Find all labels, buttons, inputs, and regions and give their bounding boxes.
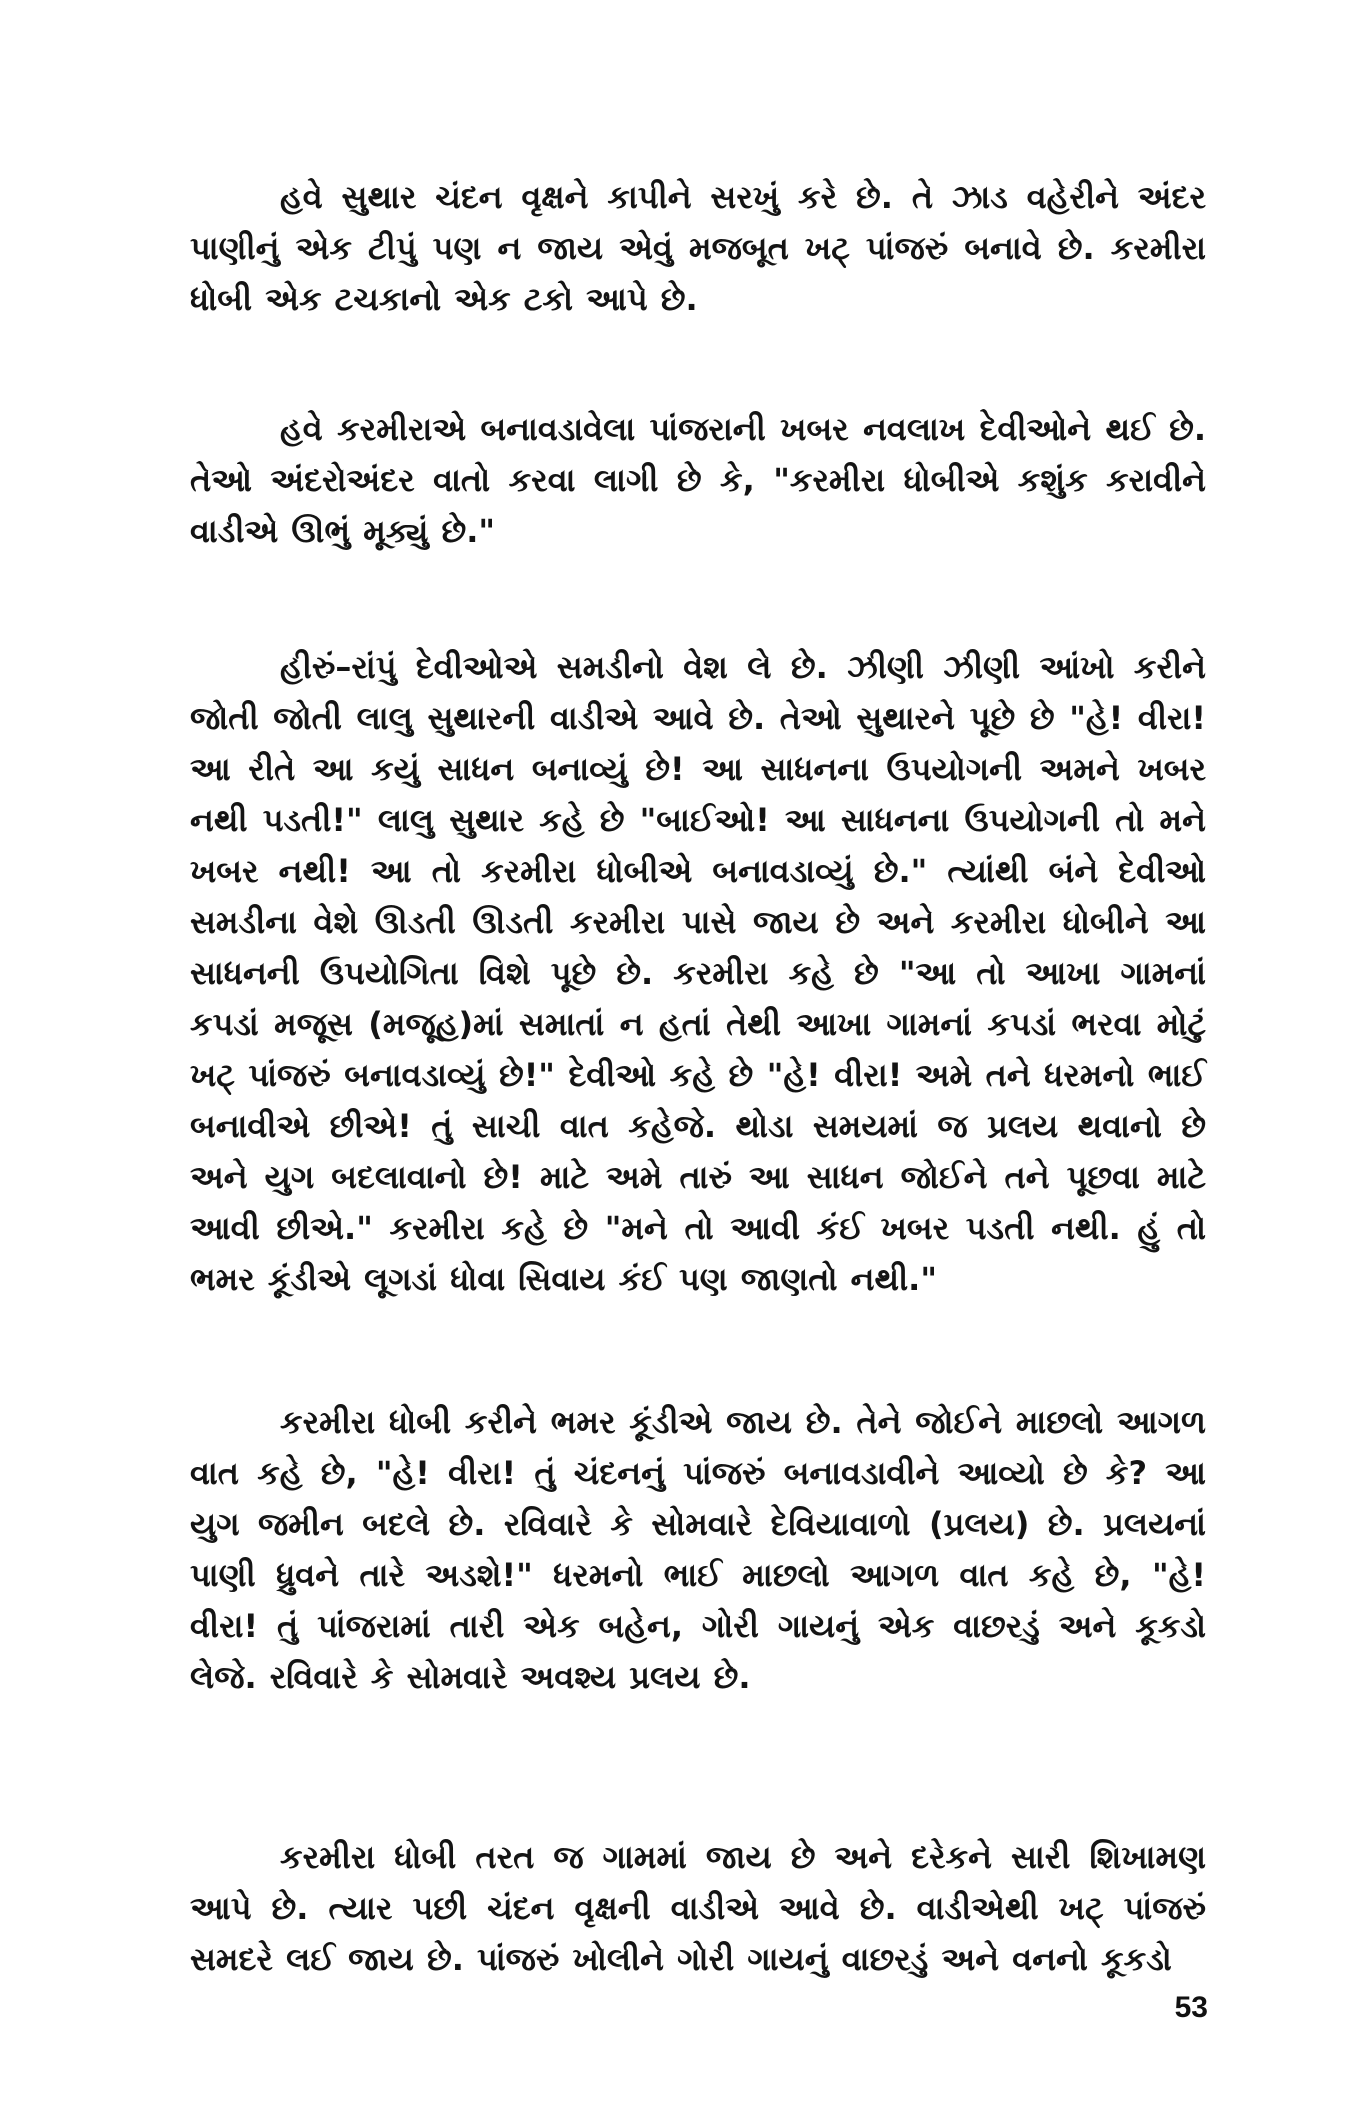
paragraph-3: હીરું–રાંપું દેવીઓએ સમડીનો વેશ લે છે. ઝીણી ઝીણી આંખો કરીને જોતી જોતી લાલુ સુથારની વાડીએ આવે છે. તેઓ સુથારને પૂછે છે "હે! વીરા! આ રીતે આ કયું સાધન બનાવ્યું છે! આ સાધનના ઉપયોગની અમને ખબર નથી પડતી!" લાલુ સુથાર કહે છે "બાઈઓ! આ સાધનના ઉપયોગની તો મને ખબર નથી! આ તો કરમીરા ધોબીએ બનાવડાવ્યું છે." ત્યાંથી બંને દેવીઓ સમડીના વેશે ઊડતી ઊડતી કરમીરા પાસે જાય છે અને કરમીરા ધોબીને આ સાધનની ઉપયોગિતા વિશે પૂછે છે. કરમીરા કહે છે "આ તો આખા ગામનાં કપડાં મજૂસ (મજૂહ)માં સમાતાં ન હતાં તેથી આખા ગામનાં કપડાં ભરવા મોટું ખટ્ પાંજરું બનાવડાવ્યું છે!" દેવીઓ કહે છે "હે! વીરા! અમે તને ધરમનો ભાઈ બનાવીએ છીએ! તું સાચી વાત કહેજે. થોડા સમયમાં જ પ્રલય થવાનો છે અને યુગ બદલાવાનો છે! માટે અમે તારું આ સાધન જોઈને તને પૂછવા માટે આવી છીએ." કરમીરા કહે છે "મને તો આવી કંઈ ખબર પડતી નથી. હું તો ભમર કૂંડીએ લૂગડાં ધોવા સિવાય કંઈ પણ જાણતો નથી." — [190, 648, 1206, 1298]
paragraph-1: હવે સુથાર ચંદન વૃક્ષને કાપીને સરખું કરે છે. તે ઝાડ વહેરીને અંદર પાણીનું એક ટીપું પણ ન જાય એવું મજબૂત ખટ્ પાંજરું બનાવે છે. કરમીરા ધોબી એક ટચકાનો એક ટકો આપે છે. — [190, 178, 1206, 318]
paragraph-5: કરમીરા ધોબી તરત જ ગામમાં જાય છે અને દરેકને સારી શિખામણ આપે છે. ત્યાર પછી ચંદન વૃક્ષની વાડીએ આવે છે. વાડીએથી ખટ્ પાંજરું સમદરે લઈ જાય છે. પાંજરું ખોલીને ગોરી ગાયનું વાછરડું અને વનનો કૂકડો — [190, 1838, 1206, 1978]
page-number: 53 — [1174, 1991, 1208, 2024]
paragraph-4: કરમીરા ધોબી કરીને ભમર કૂંડીએ જાય છે. તેને જોઈને માછલો આગળ વાત કહે છે, "હે! વીરા! તું ચંદનનું પાંજરું બનાવડાવીને આવ્યો છે કે? આ યુગ જમીન બદલે છે. રવિવારે કે સોમવારે દેવિયાવાળો (પ્રલય) છે. પ્રલયનાં પાણી ધ્રુવને તારે અડશે!" ધરમનો ભાઈ માછલો આગળ વાત કહે છે, "હે! વીરા! તું પાંજરામાં તારી એક બહેન, ગોરી ગાયનું એક વાછરડું અને કૂકડો લેજે. રવિવારે કે સોમવારે અવશ્ય પ્રલય છે. — [190, 1403, 1206, 1696]
paragraph-2: હવે કરમીરાએ બનાવડાવેલા પાંજરાની ખબર નવલાખ દેવીઓને થઈ છે. તેઓ અંદરોઅંદર વાતો કરવા લાગી છે કે, "કરમીરા ધોબીએ કશુંક કરાવીને વાડીએ ઊભું મૂક્યું છે." — [190, 410, 1206, 550]
